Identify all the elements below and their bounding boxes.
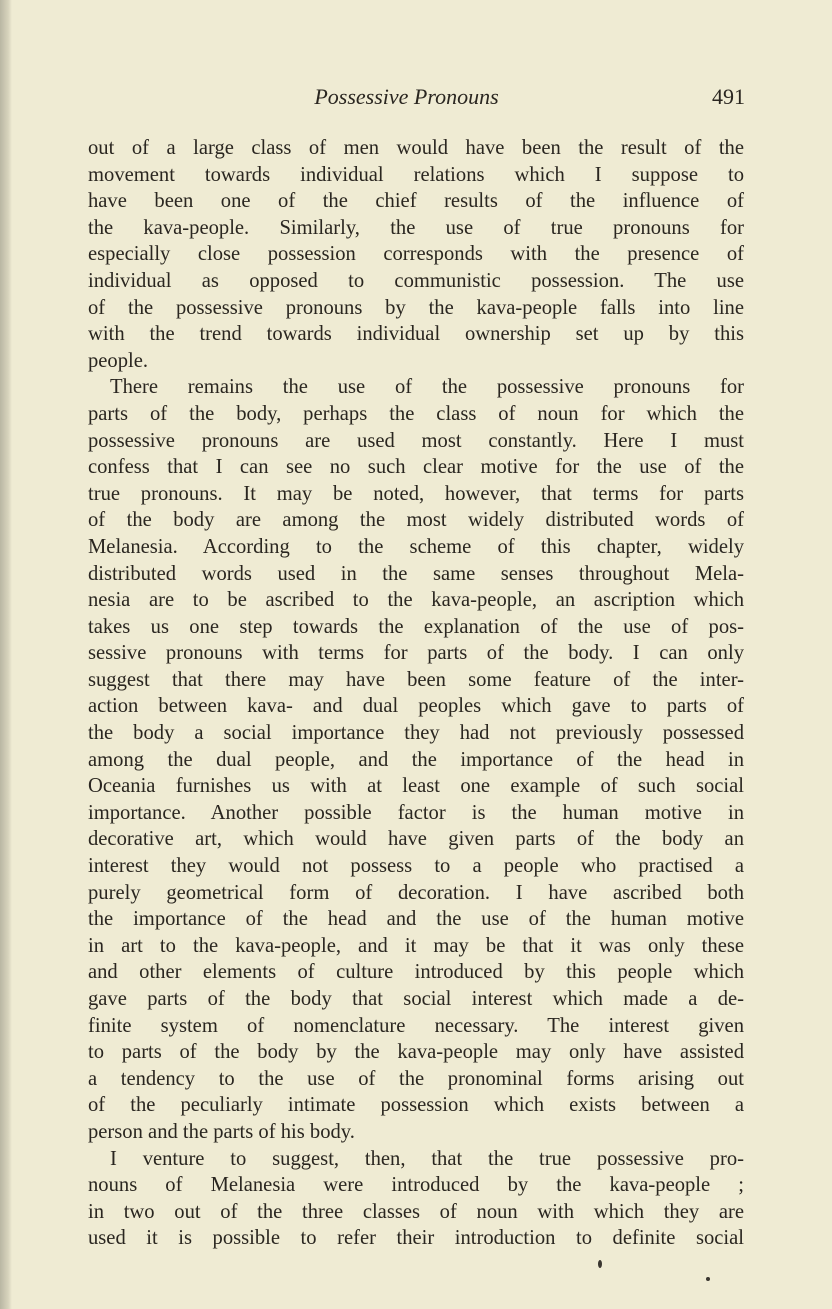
text-line: with the trend towards individual ownership set up by this xyxy=(88,323,744,346)
text-line: out of a large class of men would have been the result of the xyxy=(88,137,744,159)
text-line: the kava-people. Similarly, the use of true pronouns for xyxy=(88,216,744,239)
text-line: nesia are to be ascribed to the kava-people, an ascription which xyxy=(88,589,744,612)
scan-speck xyxy=(598,1260,602,1268)
text-line: purely geometrical form of decoration. I have ascribed both xyxy=(88,881,744,904)
text-line: takes us one step towards the explanation of the use of pos- xyxy=(88,615,744,638)
text-line: true pronouns. It may be noted, however, that terms for parts xyxy=(88,482,744,505)
text-line: of the possessive pronouns by the kava-people falls into line xyxy=(88,296,744,319)
scan-speck xyxy=(706,1277,710,1281)
text-line: person and the parts of his body. xyxy=(88,1120,355,1143)
text-line: of the peculiarly intimate possession which exists between a xyxy=(88,1094,744,1117)
text-line: of the body are among the most widely distributed words of xyxy=(88,509,744,532)
text-line: Melanesia. According to the scheme of this chapter, widely xyxy=(88,535,744,558)
text-line: I venture to suggest, then, that the true possessive pro- xyxy=(110,1147,744,1170)
text-line: to parts of the body by the kava-people may only have assisted xyxy=(88,1041,744,1064)
text-line: There remains the use of the possessive pronouns for xyxy=(110,376,744,399)
text-line: importance. Another possible factor is the human motive in xyxy=(88,801,744,824)
running-header xyxy=(88,84,745,116)
text-line: used it is possible to refer their introduction to definite social xyxy=(88,1227,744,1250)
text-line: decorative art, which would have given parts of the body an xyxy=(88,828,744,851)
text-line: the importance of the head and the use of the human motive xyxy=(88,908,744,931)
text-line: have been one of the chief results of the influence of xyxy=(88,190,744,213)
page-number: 491 xyxy=(712,84,745,109)
text-line: nouns of Melanesia were introduced by the kava-people ; xyxy=(88,1174,744,1197)
text-line: Oceania furnishes us with at least one example of such social xyxy=(88,775,744,798)
text-line: suggest that there may have been some feature of the inter- xyxy=(88,668,744,691)
text-line: a tendency to the use of the pronominal forms arising out xyxy=(88,1067,744,1090)
page-binding-shadow xyxy=(0,0,12,1309)
text-line: the body a social importance they had not previously possessed xyxy=(88,722,744,745)
text-line: especially close possession corresponds with the presence of xyxy=(88,243,744,266)
text-line: action between kava- and dual peoples which gave to parts of xyxy=(88,695,744,718)
text-line: people. xyxy=(88,349,149,372)
text-line: possessive pronouns are used most constantly. Here I must xyxy=(88,429,744,452)
text-line: individual as opposed to communistic possession. The use xyxy=(88,269,744,292)
text-line: in two out of the three classes of noun with which they are xyxy=(88,1200,744,1223)
page-body-text xyxy=(88,135,744,1252)
text-line: movement towards individual relations which I suppose to xyxy=(88,163,744,186)
text-line: interest they would not possess to a people who practised a xyxy=(88,855,744,878)
text-line: among the dual people, and the importance of the head in xyxy=(88,748,744,771)
text-line: sessive pronouns with terms for parts of the body. I can only xyxy=(88,642,744,665)
text-line: parts of the body, perhaps the class of noun for which the xyxy=(88,402,744,425)
text-line: and other elements of culture introduced by this people which xyxy=(88,961,744,984)
text-line: confess that I can see no such clear motive for the use of the xyxy=(88,456,744,479)
text-line: distributed words used in the same senses throughout Mela- xyxy=(88,562,744,585)
text-line: finite system of nomenclature necessary. The interest given xyxy=(88,1014,744,1037)
text-line: in art to the kava-people, and it may be that it was only these xyxy=(88,934,744,957)
text-line: gave parts of the body that social interest which made a de- xyxy=(88,988,744,1010)
running-title: Possessive Pronouns xyxy=(314,84,499,109)
